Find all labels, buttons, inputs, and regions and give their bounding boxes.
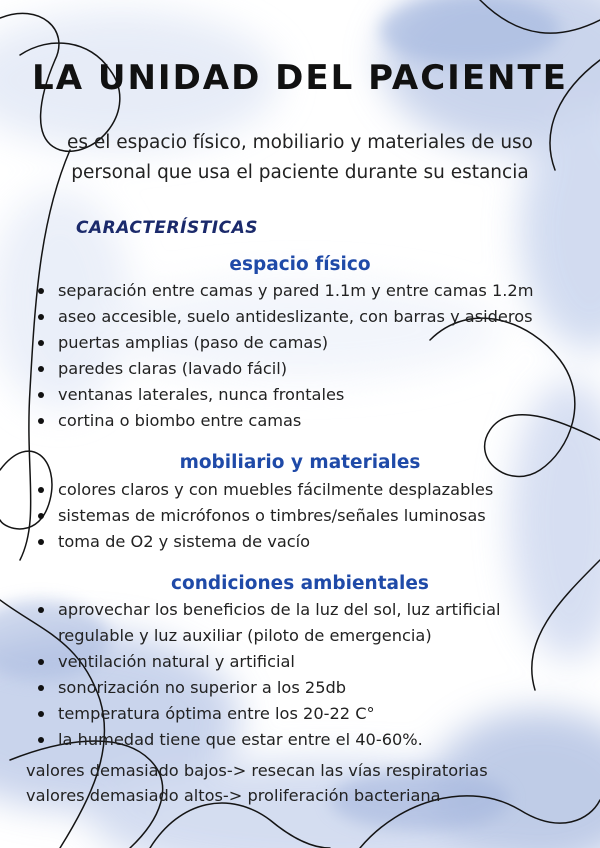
list-mobiliario: [34, 477, 493, 555]
list-item: sistemas de micrófonos o timbres/señales luminosas: [34, 503, 493, 529]
list-item: sonorización no superior a los 25db: [34, 675, 578, 701]
list-item: cortina o biombo entre camas: [34, 408, 533, 434]
list-item: separación entre camas y pared 1.1m y entre camas 1.2m: [34, 278, 533, 304]
list-condiciones: [34, 597, 578, 753]
list-espacio-fisico: [34, 278, 533, 434]
list-item: puertas amplias (paso de camas): [34, 330, 533, 356]
list-item: ventilación natural y artificial: [34, 649, 578, 675]
list-item: aprovechar los beneficios de la luz del sol, luz artificial regulable y luz auxiliar (piloto de emergencia): [34, 597, 578, 649]
list-item: aseo accesible, suelo antideslizante, con barras y asideros: [34, 304, 533, 330]
list-item: colores claros y con muebles fácilmente desplazables: [34, 477, 493, 503]
list-item: temperatura óptima entre los 20-22 C°: [34, 701, 578, 727]
note-low-values: valores demasiado bajos-> resecan las vías respiratorias: [26, 761, 488, 780]
caracteristicas-heading: CARACTERÍSTICAS: [76, 218, 258, 238]
section-heading-condiciones: condiciones ambientales: [171, 573, 429, 594]
list-item: toma de O2 y sistema de vacío: [34, 529, 493, 555]
intro-text: es el espacio físico, mobiliario y materiales de uso personal que usa el paciente durante su estancia: [66, 132, 533, 183]
list-item: la humedad tiene que estar entre el 40-60%.: [34, 727, 578, 753]
section-heading-mobiliario: mobiliario y materiales: [179, 452, 421, 473]
note-high-values: valores demasiado altos-> proliferación bacteriana: [26, 786, 441, 805]
list-item: paredes claras (lavado fácil): [34, 356, 533, 382]
section-heading-espacio-fisico: espacio físico: [229, 254, 371, 275]
page-title: LA UNIDAD DEL PACIENTE: [32, 58, 568, 98]
list-item: ventanas laterales, nunca frontales: [34, 382, 533, 408]
